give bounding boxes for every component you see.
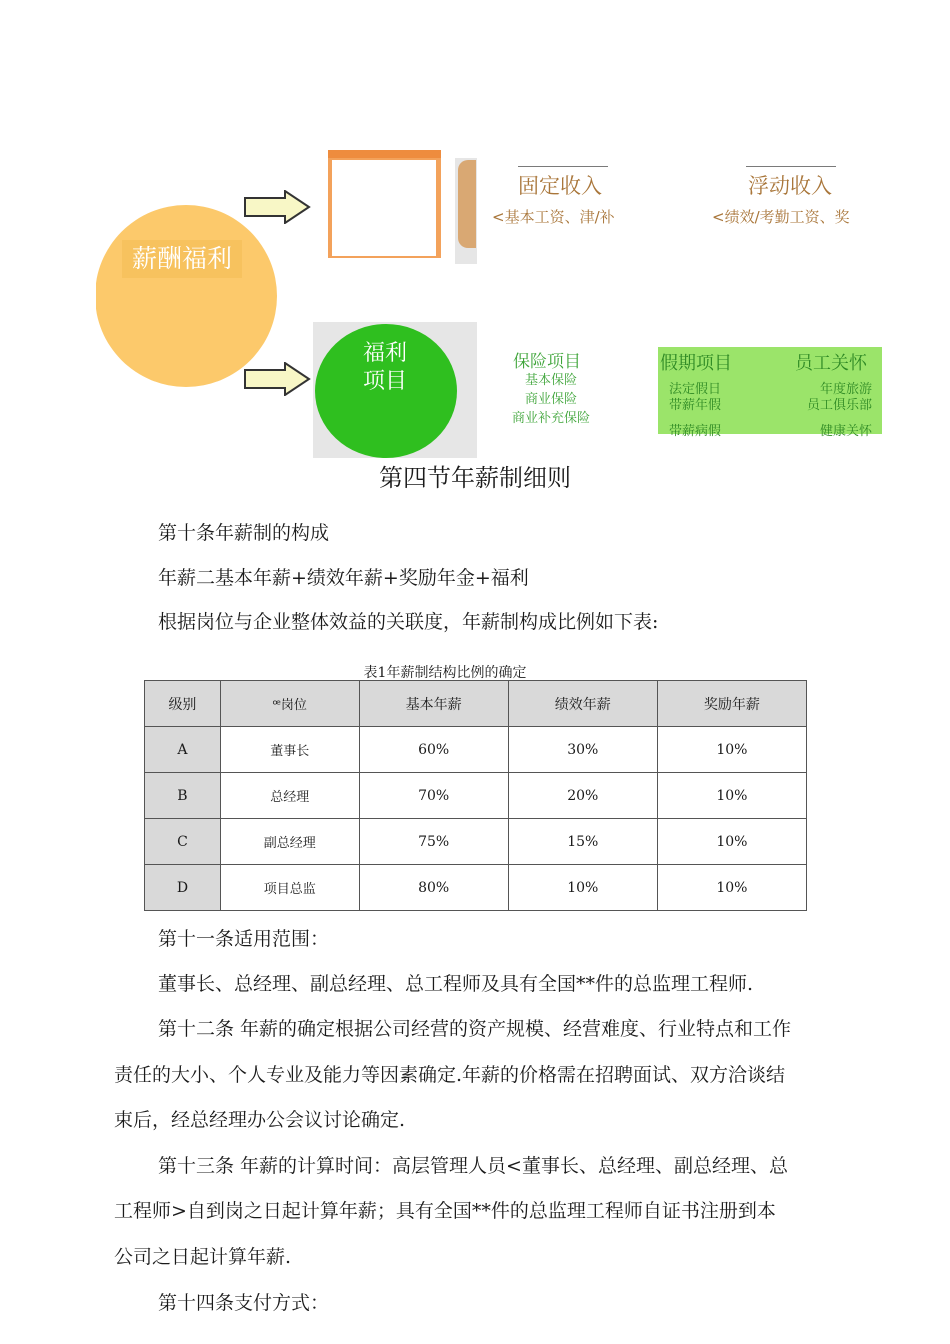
- arrow-right-icon: [243, 190, 313, 224]
- insurance-title: 保险项目: [513, 352, 581, 372]
- list-item: 商业补充保险: [511, 411, 590, 426]
- salary-welfare-diagram: [0, 0, 950, 450]
- scope-text: 董事长、总经理、副总经理、总工程师及具有全国**件的总监理工程师.: [158, 973, 754, 995]
- list-item: 员工俱乐部: [806, 398, 872, 413]
- list-item: 商业保险: [524, 392, 577, 407]
- article-13-line1: 第十三条 年薪的计算时间：高层管理人员<董事长、总经理、副总经理、总: [158, 1155, 788, 1177]
- fixed-income-sub: <基本工资、津/补: [492, 208, 615, 226]
- table-row: C 副总经理 75% 15% 10%: [145, 819, 807, 865]
- list-item: 带薪年假: [669, 398, 722, 413]
- list-item: 带薪病假: [669, 424, 722, 439]
- table-row: A 董事长 60% 30% 10%: [145, 727, 807, 773]
- article-12-line1: 第十二条 年薪的确定根据公司经营的资产规模、经营难度、行业特点和工作: [158, 1018, 792, 1040]
- table-header-row: [145, 681, 807, 727]
- article-13-line2: 工程师>自到岗之日起计算年薪；具有全国**件的总监理工程师自证书注册到本: [114, 1200, 776, 1222]
- table-row: B 总经理 70% 20% 10%: [145, 773, 807, 819]
- list-item: 年度旅游: [819, 382, 872, 397]
- article-13-line3: 公司之日起计算年薪.: [114, 1246, 292, 1268]
- list-item: 法定假日: [669, 382, 722, 397]
- holiday-list: [669, 382, 721, 414]
- floating-income-sub: <绩效/考勤工资、奖: [712, 208, 850, 226]
- salary-ratio-table: [144, 680, 807, 911]
- welfare-label: 福利 项目: [362, 341, 407, 394]
- care-title: 员工关怀: [795, 353, 867, 374]
- floating-income-title: 浮动收入: [748, 174, 832, 198]
- fixed-income-title: 固定收入: [518, 174, 602, 198]
- article-12-line3: 束后，经总经理办公会议讨论确定.: [114, 1109, 406, 1131]
- salary-formula: 年薪二基本年薪+绩效年薪+奖励年金+福利: [158, 567, 529, 589]
- header-position: ꟹ岗位: [220, 681, 359, 727]
- article-14: 第十四条支付方式：: [158, 1292, 330, 1314]
- header-grade: 级别: [145, 681, 221, 727]
- article-11: 第十一条适用范围：: [158, 928, 330, 950]
- salary-welfare-label: 薪酬福利: [122, 240, 242, 278]
- holiday-title: 假期项目: [660, 353, 732, 374]
- brown-tab-shape: [458, 160, 476, 248]
- article-12-line2: 责任的大小、个人专业及能力等因素确定.年薪的价格需在招聘面试、双方洽谈结: [114, 1064, 786, 1086]
- header-bonus: 奖励年薪: [657, 681, 806, 727]
- section-title: 第四节年薪制细则: [379, 464, 571, 492]
- header-performance: 绩效年薪: [508, 681, 657, 727]
- circle-blank-patch: [140, 275, 235, 330]
- list-item: 健康关怀: [819, 424, 872, 439]
- arrow-right-icon: [243, 362, 313, 396]
- care-list: [790, 382, 872, 414]
- header-base: 基本年薪: [359, 681, 508, 727]
- list-item: 基本保险: [524, 373, 577, 388]
- article-10: 第十条年薪制的构成: [158, 522, 330, 544]
- insurance-list: [501, 371, 601, 428]
- table-caption: 表1年薪制结构比例的确定: [363, 665, 527, 681]
- table-intro: 根据岗位与企业整体效益的关联度，年薪制构成比例如下表:: [158, 611, 659, 633]
- table-row: D 项目总监 80% 10% 10%: [145, 865, 807, 911]
